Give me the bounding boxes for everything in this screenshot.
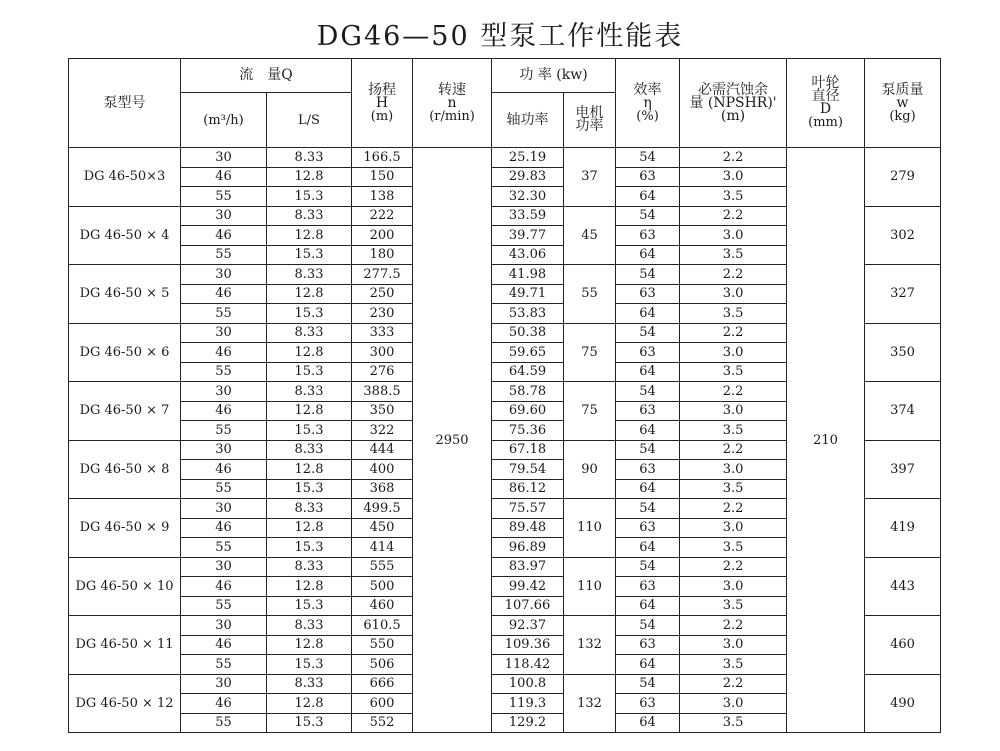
shaft-power-cell: 99.42 bbox=[492, 577, 564, 597]
efficiency-cell: 63 bbox=[616, 401, 680, 421]
flow-ls-cell: 12.8 bbox=[267, 518, 352, 538]
efficiency-cell: 54 bbox=[616, 265, 680, 285]
head-cell: 368 bbox=[352, 479, 413, 499]
flow-ls-cell: 8.33 bbox=[267, 382, 352, 402]
table-body bbox=[69, 148, 941, 733]
head-cell: 300 bbox=[352, 343, 413, 363]
flow-ls-cell: 15.3 bbox=[267, 187, 352, 207]
npshr-cell: 2.2 bbox=[680, 206, 787, 226]
flow-m3h-cell: 46 bbox=[181, 401, 267, 421]
efficiency-cell: 54 bbox=[616, 323, 680, 343]
npshr-cell: 2.2 bbox=[680, 148, 787, 168]
efficiency-cell: 64 bbox=[616, 596, 680, 616]
model-cell: DG 46-50×3 bbox=[69, 148, 181, 207]
mass-cell: 419 bbox=[865, 499, 941, 558]
mass-cell: 374 bbox=[865, 382, 941, 441]
head-cell: 600 bbox=[352, 694, 413, 714]
flow-m3h-cell: 55 bbox=[181, 245, 267, 265]
efficiency-cell: 64 bbox=[616, 362, 680, 382]
pump-performance-table bbox=[68, 58, 941, 733]
header-model: 泵型号 bbox=[69, 59, 181, 148]
efficiency-cell: 54 bbox=[616, 206, 680, 226]
header-flow-ls: L/S bbox=[267, 93, 352, 148]
npshr-cell: 3.0 bbox=[680, 284, 787, 304]
header-head: 扬程 H (m) bbox=[352, 59, 413, 148]
efficiency-cell: 54 bbox=[616, 674, 680, 694]
head-cell: 555 bbox=[352, 557, 413, 577]
efficiency-cell: 63 bbox=[616, 343, 680, 363]
flow-m3h-cell: 55 bbox=[181, 362, 267, 382]
shaft-power-cell: 59.65 bbox=[492, 343, 564, 363]
model-cell: DG 46-50 × 4 bbox=[69, 206, 181, 265]
flow-m3h-cell: 55 bbox=[181, 421, 267, 441]
shaft-power-cell: 118.42 bbox=[492, 655, 564, 675]
flow-m3h-cell: 30 bbox=[181, 557, 267, 577]
flow-m3h-cell: 46 bbox=[181, 694, 267, 714]
flow-m3h-cell: 55 bbox=[181, 713, 267, 733]
efficiency-cell: 54 bbox=[616, 499, 680, 519]
flow-m3h-cell: 30 bbox=[181, 265, 267, 285]
head-cell: 444 bbox=[352, 440, 413, 460]
motor-power-cell: 55 bbox=[564, 265, 616, 324]
head-cell: 350 bbox=[352, 401, 413, 421]
npshr-cell: 3.5 bbox=[680, 596, 787, 616]
flow-ls-cell: 15.3 bbox=[267, 596, 352, 616]
flow-m3h-cell: 46 bbox=[181, 226, 267, 246]
head-cell: 250 bbox=[352, 284, 413, 304]
model-cell: DG 46-50 × 10 bbox=[69, 557, 181, 616]
model-cell: DG 46-50 × 12 bbox=[69, 674, 181, 733]
efficiency-cell: 64 bbox=[616, 713, 680, 733]
efficiency-cell: 63 bbox=[616, 518, 680, 538]
flow-ls-cell: 8.33 bbox=[267, 616, 352, 636]
flow-ls-cell: 12.8 bbox=[267, 284, 352, 304]
efficiency-cell: 63 bbox=[616, 635, 680, 655]
head-cell: 150 bbox=[352, 167, 413, 187]
npshr-cell: 3.5 bbox=[680, 479, 787, 499]
shaft-power-cell: 107.66 bbox=[492, 596, 564, 616]
shaft-power-cell: 25.19 bbox=[492, 148, 564, 168]
mass-cell: 327 bbox=[865, 265, 941, 324]
flow-m3h-cell: 55 bbox=[181, 538, 267, 558]
flow-m3h-cell: 55 bbox=[181, 187, 267, 207]
flow-ls-cell: 8.33 bbox=[267, 323, 352, 343]
flow-ls-cell: 15.3 bbox=[267, 655, 352, 675]
npshr-cell: 3.5 bbox=[680, 538, 787, 558]
npshr-cell: 3.5 bbox=[680, 421, 787, 441]
flow-m3h-cell: 30 bbox=[181, 382, 267, 402]
head-cell: 666 bbox=[352, 674, 413, 694]
flow-ls-cell: 12.8 bbox=[267, 167, 352, 187]
npshr-cell: 3.0 bbox=[680, 460, 787, 480]
mass-cell: 350 bbox=[865, 323, 941, 382]
flow-ls-cell: 12.8 bbox=[267, 460, 352, 480]
npshr-cell: 2.2 bbox=[680, 616, 787, 636]
efficiency-cell: 63 bbox=[616, 694, 680, 714]
head-cell: 400 bbox=[352, 460, 413, 480]
flow-ls-cell: 8.33 bbox=[267, 265, 352, 285]
shaft-power-cell: 58.78 bbox=[492, 382, 564, 402]
header-shaft-power: 轴功率 bbox=[492, 93, 564, 148]
flow-ls-cell: 15.3 bbox=[267, 538, 352, 558]
shaft-power-cell: 129.2 bbox=[492, 713, 564, 733]
flow-m3h-cell: 30 bbox=[181, 499, 267, 519]
model-cell: DG 46-50 × 5 bbox=[69, 265, 181, 324]
mass-cell: 279 bbox=[865, 148, 941, 207]
motor-power-cell: 110 bbox=[564, 499, 616, 558]
motor-power-cell: 110 bbox=[564, 557, 616, 616]
flow-ls-cell: 15.3 bbox=[267, 421, 352, 441]
flow-ls-cell: 8.33 bbox=[267, 440, 352, 460]
motor-power-cell: 37 bbox=[564, 148, 616, 207]
flow-m3h-cell: 55 bbox=[181, 655, 267, 675]
impeller-cell: 210 bbox=[787, 148, 865, 733]
motor-power-cell: 90 bbox=[564, 440, 616, 499]
shaft-power-cell: 92.37 bbox=[492, 616, 564, 636]
flow-ls-cell: 12.8 bbox=[267, 694, 352, 714]
efficiency-cell: 63 bbox=[616, 226, 680, 246]
head-cell: 460 bbox=[352, 596, 413, 616]
shaft-power-cell: 89.48 bbox=[492, 518, 564, 538]
flow-ls-cell: 15.3 bbox=[267, 713, 352, 733]
flow-m3h-cell: 30 bbox=[181, 440, 267, 460]
head-cell: 277.5 bbox=[352, 265, 413, 285]
shaft-power-cell: 39.77 bbox=[492, 226, 564, 246]
flow-ls-cell: 8.33 bbox=[267, 148, 352, 168]
npshr-cell: 3.0 bbox=[680, 577, 787, 597]
header-efficiency: 效率 η (%) bbox=[616, 59, 680, 148]
head-cell: 222 bbox=[352, 206, 413, 226]
shaft-power-cell: 29.83 bbox=[492, 167, 564, 187]
motor-power-cell: 132 bbox=[564, 674, 616, 733]
header-power: 功 率 (kw) bbox=[492, 59, 616, 93]
flow-m3h-cell: 46 bbox=[181, 577, 267, 597]
mass-cell: 443 bbox=[865, 557, 941, 616]
model-cell: DG 46-50 × 8 bbox=[69, 440, 181, 499]
efficiency-cell: 54 bbox=[616, 382, 680, 402]
flow-ls-cell: 15.3 bbox=[267, 245, 352, 265]
model-cell: DG 46-50 × 11 bbox=[69, 616, 181, 675]
flow-m3h-cell: 30 bbox=[181, 674, 267, 694]
flow-ls-cell: 12.8 bbox=[267, 401, 352, 421]
npshr-cell: 3.5 bbox=[680, 713, 787, 733]
flow-ls-cell: 12.8 bbox=[267, 343, 352, 363]
flow-m3h-cell: 55 bbox=[181, 596, 267, 616]
header-npshr: 必需汽蚀余 量 (NPSHR)' (m) bbox=[680, 59, 787, 148]
flow-m3h-cell: 55 bbox=[181, 304, 267, 324]
shaft-power-cell: 83.97 bbox=[492, 557, 564, 577]
shaft-power-cell: 33.59 bbox=[492, 206, 564, 226]
header-mass: 泵质量 w (kg) bbox=[865, 59, 941, 148]
flow-ls-cell: 15.3 bbox=[267, 362, 352, 382]
efficiency-cell: 54 bbox=[616, 148, 680, 168]
head-cell: 138 bbox=[352, 187, 413, 207]
shaft-power-cell: 67.18 bbox=[492, 440, 564, 460]
npshr-cell: 3.5 bbox=[680, 187, 787, 207]
head-cell: 550 bbox=[352, 635, 413, 655]
head-cell: 500 bbox=[352, 577, 413, 597]
shaft-power-cell: 64.59 bbox=[492, 362, 564, 382]
efficiency-cell: 63 bbox=[616, 167, 680, 187]
head-cell: 200 bbox=[352, 226, 413, 246]
header-flow: 流 量Q bbox=[181, 59, 352, 93]
flow-ls-cell: 8.33 bbox=[267, 499, 352, 519]
npshr-cell: 3.5 bbox=[680, 655, 787, 675]
efficiency-cell: 64 bbox=[616, 187, 680, 207]
flow-m3h-cell: 46 bbox=[181, 167, 267, 187]
npshr-cell: 2.2 bbox=[680, 674, 787, 694]
flow-ls-cell: 12.8 bbox=[267, 577, 352, 597]
head-cell: 333 bbox=[352, 323, 413, 343]
efficiency-cell: 54 bbox=[616, 557, 680, 577]
efficiency-cell: 54 bbox=[616, 616, 680, 636]
npshr-cell: 3.5 bbox=[680, 362, 787, 382]
npshr-cell: 2.2 bbox=[680, 323, 787, 343]
npshr-cell: 3.0 bbox=[680, 167, 787, 187]
header-impeller: 叶轮 直径 D (mm) bbox=[787, 59, 865, 148]
mass-cell: 460 bbox=[865, 616, 941, 675]
motor-power-cell: 75 bbox=[564, 323, 616, 382]
flow-m3h-cell: 30 bbox=[181, 323, 267, 343]
model-cell: DG 46-50 × 7 bbox=[69, 382, 181, 441]
head-cell: 506 bbox=[352, 655, 413, 675]
model-cell: DG 46-50 × 9 bbox=[69, 499, 181, 558]
flow-ls-cell: 12.8 bbox=[267, 635, 352, 655]
npshr-cell: 3.0 bbox=[680, 226, 787, 246]
shaft-power-cell: 96.89 bbox=[492, 538, 564, 558]
head-cell: 322 bbox=[352, 421, 413, 441]
efficiency-cell: 64 bbox=[616, 421, 680, 441]
shaft-power-cell: 79.54 bbox=[492, 460, 564, 480]
npshr-cell: 3.0 bbox=[680, 635, 787, 655]
head-cell: 166.5 bbox=[352, 148, 413, 168]
shaft-power-cell: 49.71 bbox=[492, 284, 564, 304]
flow-ls-cell: 15.3 bbox=[267, 304, 352, 324]
shaft-power-cell: 86.12 bbox=[492, 479, 564, 499]
npshr-cell: 2.2 bbox=[680, 265, 787, 285]
npshr-cell: 2.2 bbox=[680, 557, 787, 577]
flow-m3h-cell: 46 bbox=[181, 284, 267, 304]
head-cell: 552 bbox=[352, 713, 413, 733]
flow-m3h-cell: 46 bbox=[181, 343, 267, 363]
npshr-cell: 2.2 bbox=[680, 382, 787, 402]
npshr-cell: 2.2 bbox=[680, 499, 787, 519]
flow-m3h-cell: 55 bbox=[181, 479, 267, 499]
shaft-power-cell: 100.8 bbox=[492, 674, 564, 694]
efficiency-cell: 64 bbox=[616, 479, 680, 499]
shaft-power-cell: 119.3 bbox=[492, 694, 564, 714]
npshr-cell: 3.0 bbox=[680, 401, 787, 421]
flow-m3h-cell: 30 bbox=[181, 206, 267, 226]
efficiency-cell: 64 bbox=[616, 245, 680, 265]
head-cell: 388.5 bbox=[352, 382, 413, 402]
efficiency-cell: 64 bbox=[616, 655, 680, 675]
motor-power-cell: 45 bbox=[564, 206, 616, 265]
flow-ls-cell: 12.8 bbox=[267, 226, 352, 246]
efficiency-cell: 54 bbox=[616, 440, 680, 460]
efficiency-cell: 63 bbox=[616, 284, 680, 304]
header-speed: 转速 n (r/min) bbox=[413, 59, 492, 148]
head-cell: 276 bbox=[352, 362, 413, 382]
mass-cell: 490 bbox=[865, 674, 941, 733]
header-flow-m3h: (m³/h) bbox=[181, 93, 267, 148]
flow-m3h-cell: 46 bbox=[181, 518, 267, 538]
flow-m3h-cell: 46 bbox=[181, 635, 267, 655]
npshr-cell: 3.5 bbox=[680, 304, 787, 324]
shaft-power-cell: 50.38 bbox=[492, 323, 564, 343]
npshr-cell: 3.0 bbox=[680, 343, 787, 363]
flow-m3h-cell: 30 bbox=[181, 148, 267, 168]
npshr-cell: 3.0 bbox=[680, 518, 787, 538]
head-cell: 414 bbox=[352, 538, 413, 558]
npshr-cell: 2.2 bbox=[680, 440, 787, 460]
efficiency-cell: 63 bbox=[616, 577, 680, 597]
head-cell: 610.5 bbox=[352, 616, 413, 636]
header-motor-power: 电机 功率 bbox=[564, 93, 616, 148]
speed-cell: 2950 bbox=[413, 148, 492, 733]
table-row bbox=[69, 148, 941, 168]
flow-ls-cell: 15.3 bbox=[267, 479, 352, 499]
shaft-power-cell: 53.83 bbox=[492, 304, 564, 324]
efficiency-cell: 64 bbox=[616, 304, 680, 324]
shaft-power-cell: 75.36 bbox=[492, 421, 564, 441]
flow-ls-cell: 8.33 bbox=[267, 674, 352, 694]
flow-m3h-cell: 30 bbox=[181, 616, 267, 636]
model-cell: DG 46-50 × 6 bbox=[69, 323, 181, 382]
flow-ls-cell: 8.33 bbox=[267, 557, 352, 577]
page-title: DG46—50 型泵工作性能表 bbox=[316, 21, 684, 52]
shaft-power-cell: 69.60 bbox=[492, 401, 564, 421]
shaft-power-cell: 109.36 bbox=[492, 635, 564, 655]
shaft-power-cell: 43.06 bbox=[492, 245, 564, 265]
motor-power-cell: 75 bbox=[564, 382, 616, 441]
shaft-power-cell: 41.98 bbox=[492, 265, 564, 285]
motor-power-cell: 132 bbox=[564, 616, 616, 675]
mass-cell: 302 bbox=[865, 206, 941, 265]
head-cell: 450 bbox=[352, 518, 413, 538]
mass-cell: 397 bbox=[865, 440, 941, 499]
flow-ls-cell: 8.33 bbox=[267, 206, 352, 226]
shaft-power-cell: 75.57 bbox=[492, 499, 564, 519]
table-header bbox=[69, 59, 941, 148]
shaft-power-cell: 32.30 bbox=[492, 187, 564, 207]
npshr-cell: 3.5 bbox=[680, 245, 787, 265]
head-cell: 180 bbox=[352, 245, 413, 265]
head-cell: 230 bbox=[352, 304, 413, 324]
flow-m3h-cell: 46 bbox=[181, 460, 267, 480]
npshr-cell: 3.0 bbox=[680, 694, 787, 714]
efficiency-cell: 63 bbox=[616, 460, 680, 480]
efficiency-cell: 64 bbox=[616, 538, 680, 558]
head-cell: 499.5 bbox=[352, 499, 413, 519]
